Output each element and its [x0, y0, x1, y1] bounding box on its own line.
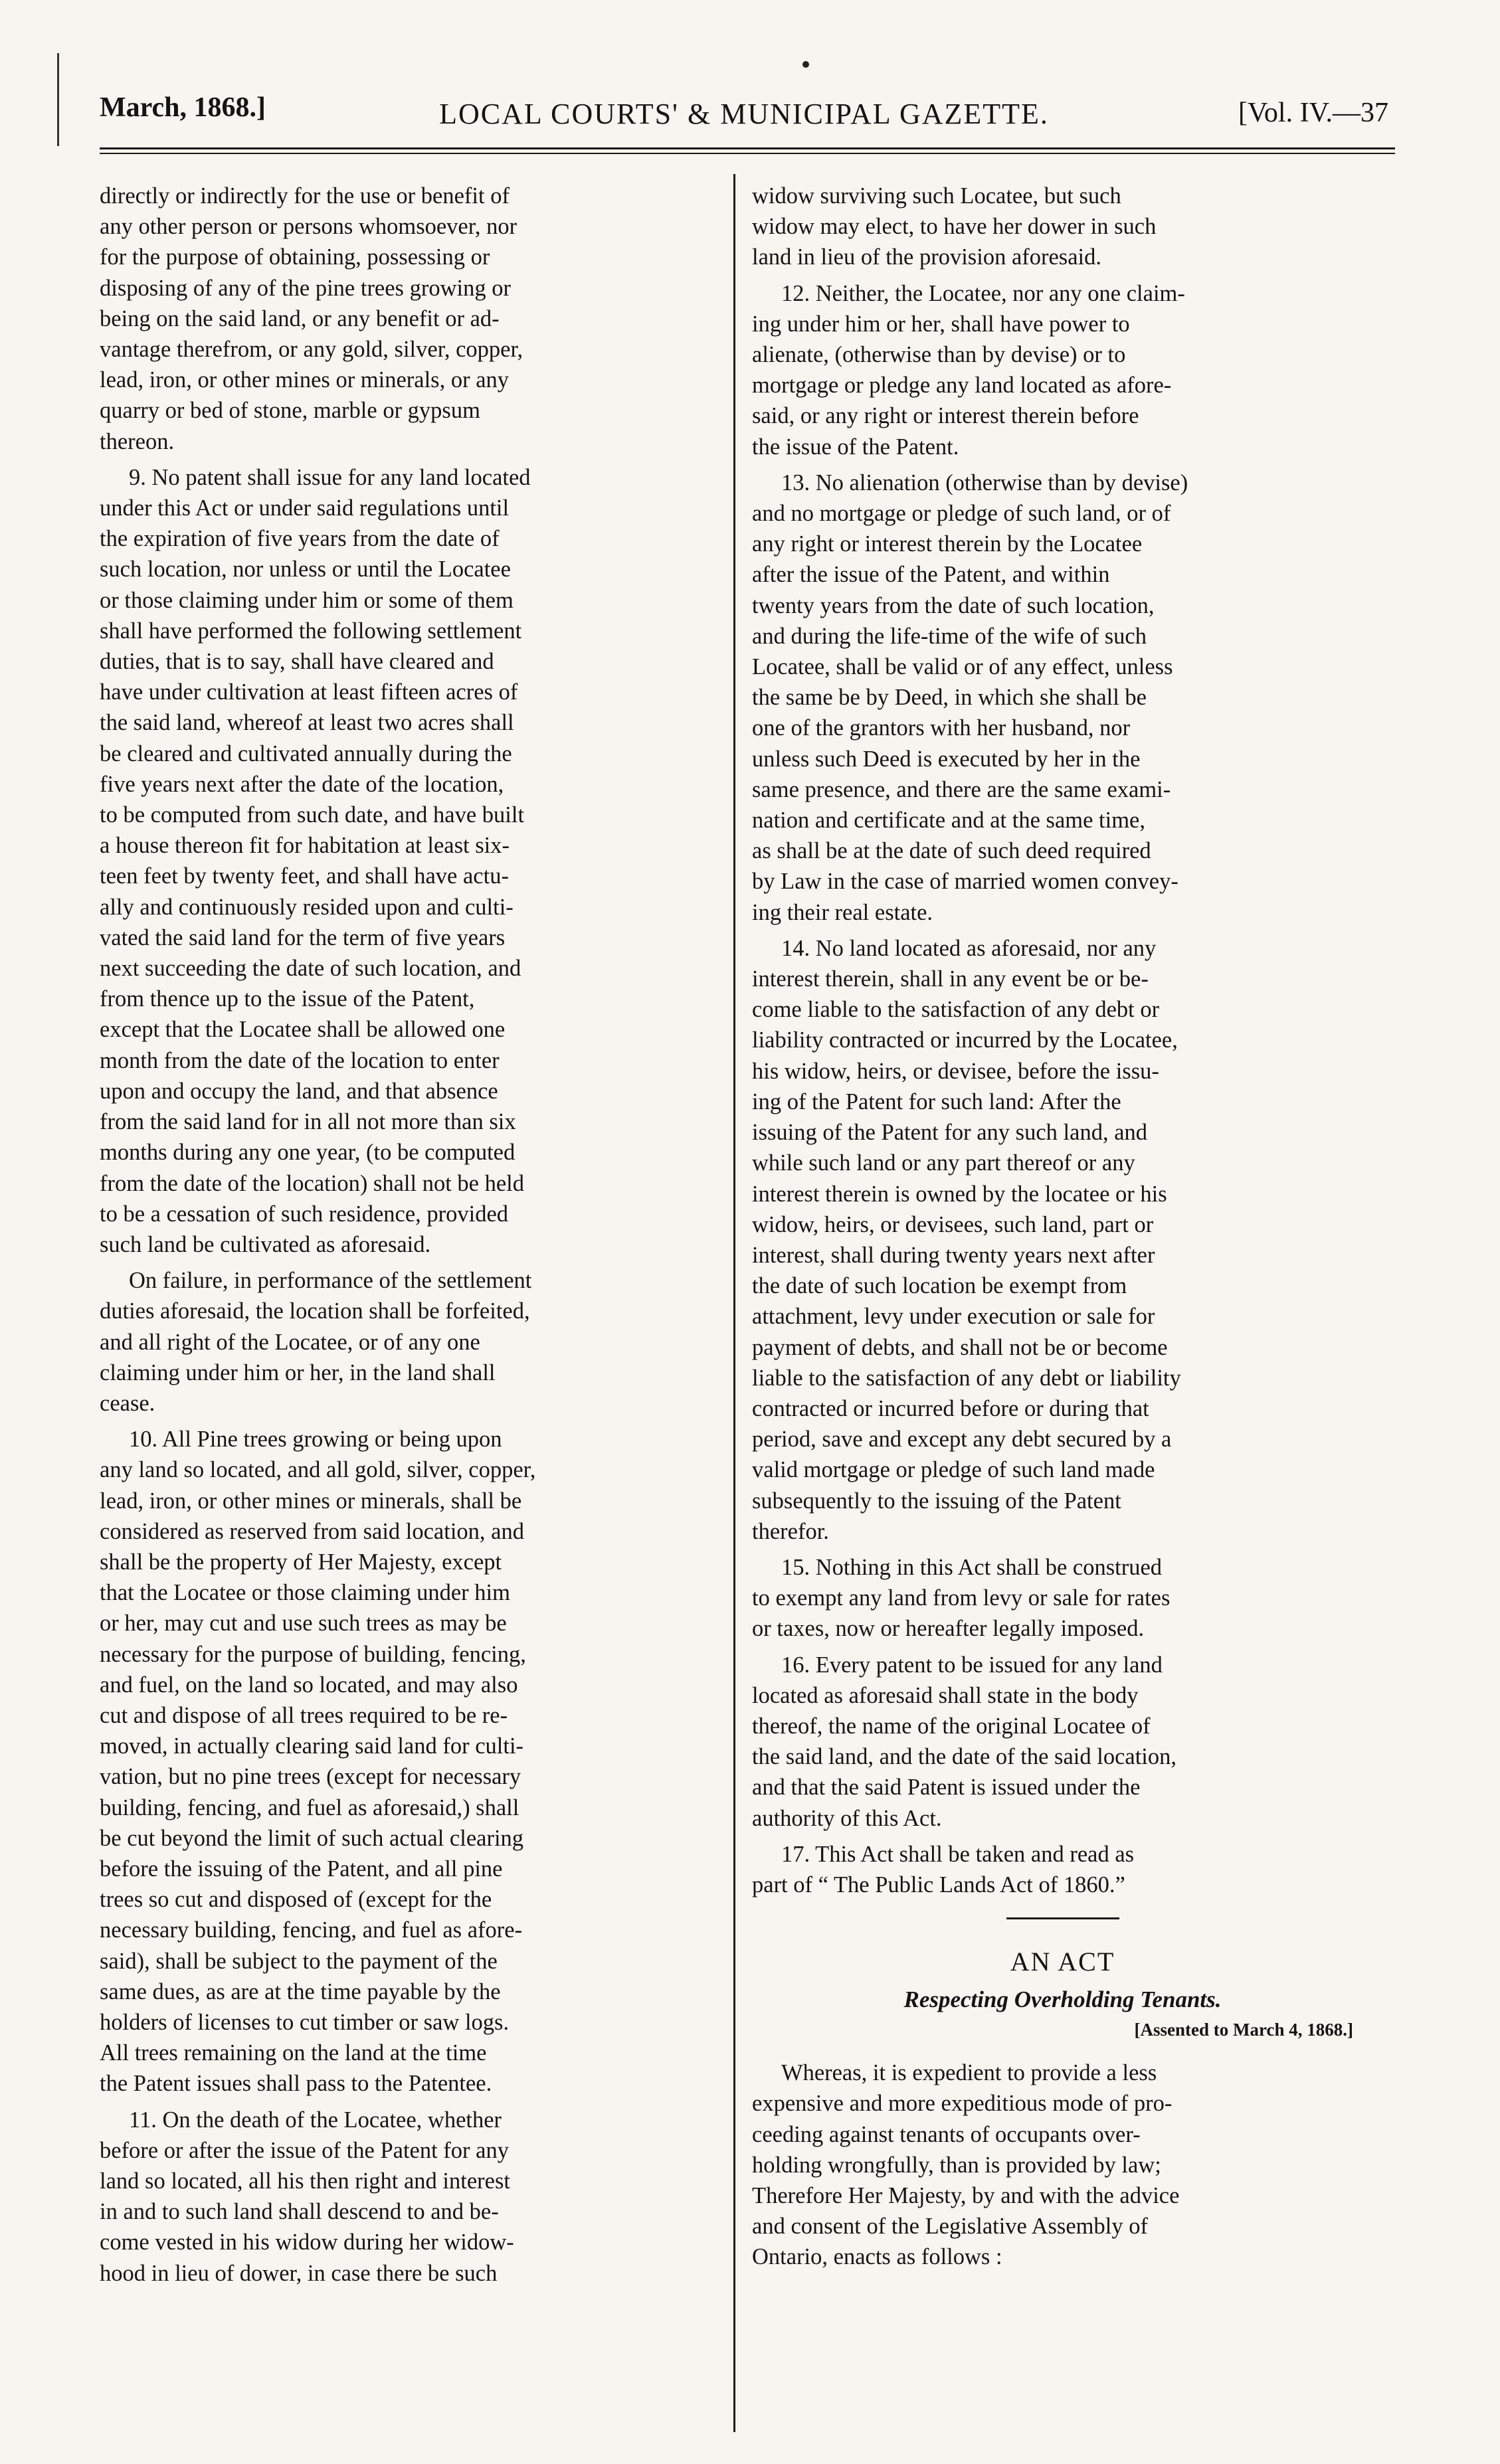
volume-page-number: [Vol. IV.—37 [1238, 98, 1388, 128]
act-subheading: Respecting Overholding Tenants. [903, 1986, 1222, 2013]
printers-dot [802, 61, 809, 68]
section-13: 13. No alienation (otherwise than by devise) and no mortgage or pledge of such land, or of any right or interest therein by the Locatee after the issue of the Patent, and within twenty years from the date of such location, and during the life-time of the wife of such Locatee, shall be valid or of any effect, unless the same be by Deed, in which she shall be one of the grantors with her husband, nor unless such Deed is executed by her in the same presence, and there are the same exami- nation and certificate and at the same time, as shall be at the date of such deed required by Law in the case of married women convey- ing their real estate. [752, 470, 1188, 925]
page-header [100, 85, 1388, 145]
section-16: 16. Every patent to be issued for any land located as aforesaid shall state in the body thereof, the name of the original Locatee of the said land, and the date of the said location, and that the said Patent is issued under the authority of this Act. [752, 1652, 1177, 1831]
act-heading: AN ACT [1010, 1947, 1115, 1977]
section-9-forfeiture: On failure, in performance of the settlement duties aforesaid, the location shall be forfeited, and all right of the Locatee, or of any one claiming under him or her, in the land shall cease. [100, 1268, 532, 1416]
section-14: 14. No land located as aforesaid, nor any interest therein, shall in any event be or be- come liable to the satisfaction of any debt or liability contracted or incurred by the Locatee, his widow, heirs, or devisee, before the issu- ing of the Patent for such land: After the issuing of the Patent for any such land, and while such land or any part thereof or any interest therein is owned by the locatee or his widow, heirs, or devisees, such land, part or interest, shall during twenty years next after the date of such location be exempt from attachment, levy under execution or sale for payment of debts, and shall not be or become liable to the satisfaction of any debt or liability contracted or incurred before or during that period, save and except any debt secured by a valid mortgage or pledge of such land made subsequently to the issuing of the Patent therefor. [752, 935, 1181, 1544]
column-divider [733, 174, 735, 2432]
section-15: 15. Nothing in this Act shall be construed to exempt any land from levy or sale for rates or taxes, now or hereafter legally imposed. [752, 1554, 1171, 1642]
section-8-continuation: directly or indirectly for the use or benefit of any other person or persons whomsoever, nor for the purpose of obtaining, possessing or disposing of any of the pine trees growing or being on the said land, or any benefit or ad- vantage therefrom, or any gold, silver, copper, lead, iron, or other mines or minerals, or any quarry or bed of stone, marble or gypsum thereon. [100, 183, 523, 454]
section-9: 9. No patent shall issue for any land located under this Act or under said regulations until the expiration of five years from the date of such location, nor unless or until the Locatee or those claiming under him or some of them shall have performed the following settlement duties, that is to say, shall have cleared and have under cultivation at least fifteen acres of the said land, whereof at least two acres shall be cleared and cultivated annually during the five years next after the date of the location, to be computed from such date, and have built a house thereon fit for habitation at least six- teen feet by twenty feet, and shall have actu- ally and continuously resided upon and culti- vated the said land for the term of five years next succeeding the date of such location, and from thence up to the issue of the Patent, except that the Locatee shall be allowed one month from the date of the location to enter upon and occupy the land, and that absence from the said land for in all not more than six months during any one year, (to be computed from the date of the location) shall not be held to be a cessation of such residence, provided such land be cultivated as aforesaid. [100, 464, 531, 1257]
issue-date: March, 1868.] [100, 92, 266, 123]
section-11: 11. On the death of the Locatee, whether before or after the issue of the Patent for any land so located, all his then right and interest in and to such land shall descend to and be- come vested in his widow during her widow- hood in lieu of dower, in case there be such [100, 2107, 514, 2286]
section-separator-rule [1006, 1917, 1119, 1919]
header-rule [100, 147, 1395, 149]
publication-title: LOCAL COURTS' & MUNICIPAL GAZETTE. [439, 98, 1049, 130]
section-12: 12. Neither, the Locatee, nor any one claim- ing under him or her, shall have power to alienate, (otherwise than by devise) or to mortgage or pledge any land located as afore- said, or any right or interest therein before the issue of the Patent. [752, 280, 1185, 460]
left-column [100, 181, 717, 2294]
section-10: 10. All Pine trees growing or being upon any land so located, and all gold, silver, copper, lead, iron, or other mines or minerals, shall be considered as reserved from said location, and shall be the property of Her Majesty, except that the Locatee or those claiming under him or her, may cut and use such trees as may be necessary for the purpose of building, fencing, and fuel, on the land so located, and may also cut and dispose of all trees required to be re- moved, in actually clearing said land for culti- vation, but no pine trees (except for necessary building, fencing, and fuel as aforesaid,) shall be cut beyond the limit of such actual clearing before the issuing of the Patent, and all pine trees so cut and disposed of (except for the necessary building, fencing, and fuel as afore- said), shall be subject to the payment of the same dues, as are at the time payable by the holders of licenses to cut timber or saw logs. All trees remaining on the land at the time the Patent issues shall pass to the Patentee. [100, 1427, 536, 2097]
margin-mark [57, 53, 59, 146]
right-column [752, 181, 1373, 2278]
section-17: 17. This Act shall be taken and read as part of “ The Public Lands Act of 1860.” [752, 1841, 1135, 1897]
header-rule-thin [100, 153, 1395, 154]
assent-date: [Assented to March 4, 1868.] [1134, 2020, 1353, 2040]
section-11-continuation: widow surviving such Locatee, but such widow may elect, to have her dower in such land in lieu of the provision aforesaid. [752, 183, 1157, 270]
act-preamble: Whereas, it is expedient to provide a less expensive and more expeditious mode of pro- ceeding against tenants of occupants over- holding wrongfully, than is provided by law; Therefore Her Majesty, by and with the advice and consent of the Legislative Assembly of Ontario, enacts as follows : [752, 2060, 1180, 2270]
